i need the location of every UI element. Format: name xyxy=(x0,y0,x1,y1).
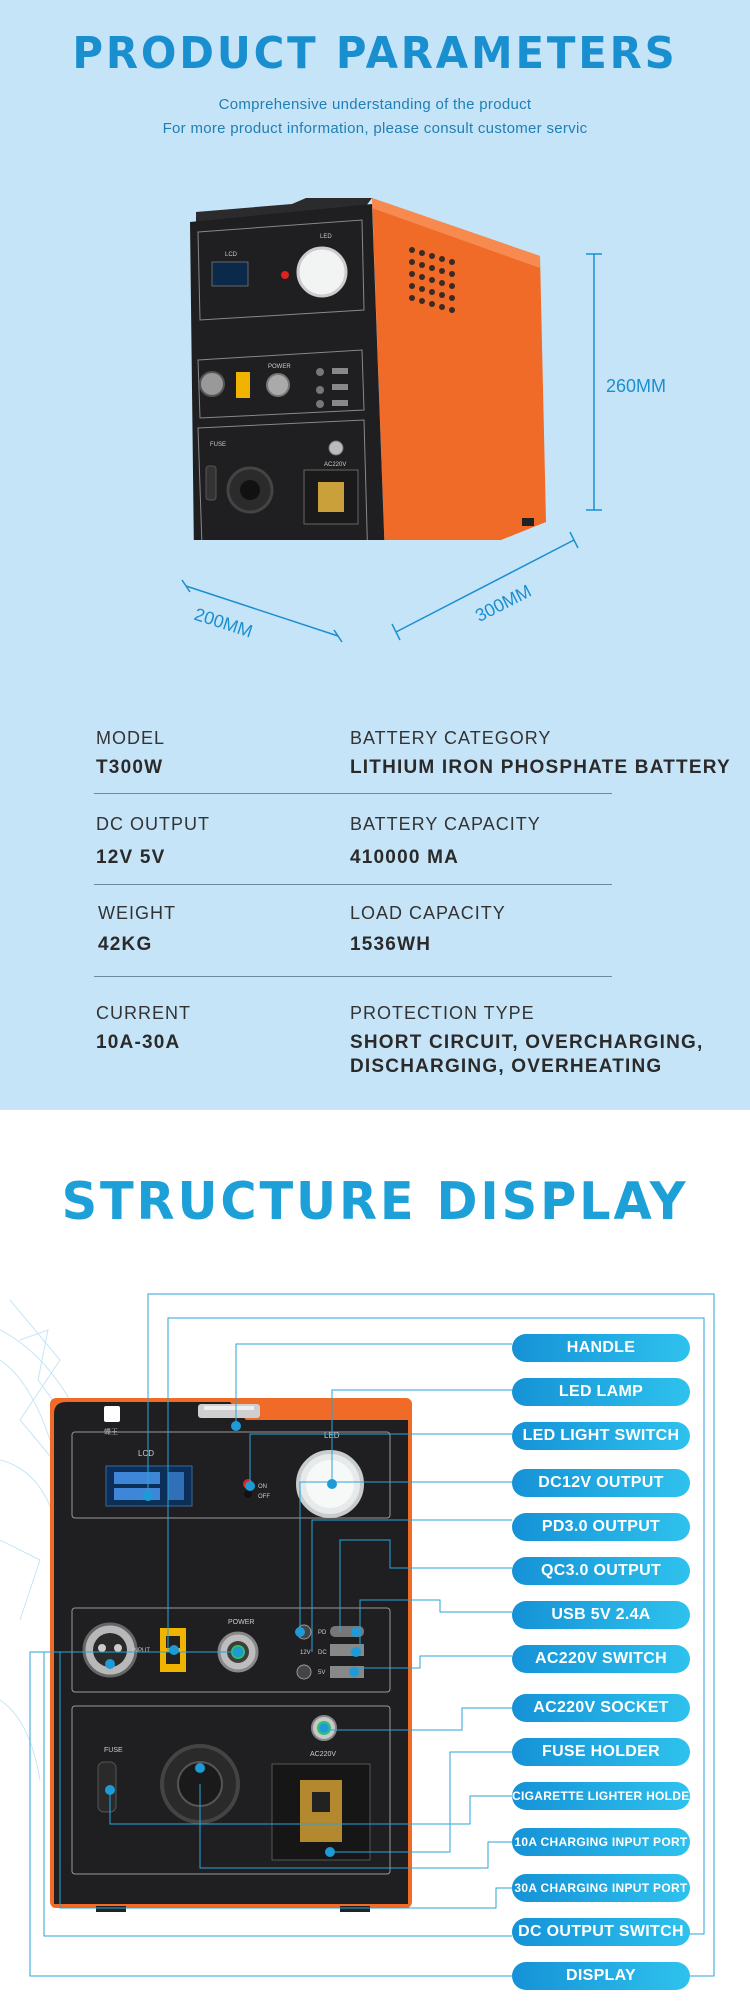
part-dc12v-output: DC12V OUTPUT xyxy=(512,1469,690,1497)
svg-text:蝶王: 蝶王 xyxy=(104,1429,118,1436)
part-display: DISPLAY xyxy=(512,1962,690,1990)
spec-label: CURRENT xyxy=(96,1003,191,1023)
spec-protection-type xyxy=(350,1003,703,1078)
depth-dimension: 300MM xyxy=(472,580,535,626)
parameters-subtitle-1: Comprehensive understanding of the product xyxy=(218,96,532,113)
on-text: ON xyxy=(258,1484,267,1490)
spec-value: 42KG xyxy=(98,934,153,955)
spec-value: 10A-30A xyxy=(96,1032,181,1053)
part-qc30-output: QC3.0 OUTPUT xyxy=(512,1557,690,1585)
spec-label: BATTERY CATEGORY xyxy=(350,728,552,748)
power-text: POWER xyxy=(228,1619,255,1626)
lcd-label: LCD xyxy=(225,252,238,258)
part-10a-input-port: 10A CHARGING INPUT PORT xyxy=(512,1828,690,1856)
ac-text: AC220V xyxy=(310,1751,337,1758)
spec-label: MODEL xyxy=(96,728,166,748)
spec-label: PROTECTION TYPE xyxy=(350,1003,535,1023)
pd-text: PD xyxy=(318,1630,327,1636)
fuse-text: FUSE xyxy=(104,1747,123,1754)
led-text: LED xyxy=(324,1431,340,1440)
spec-current xyxy=(96,1003,191,1054)
input-text: INPUT xyxy=(132,1648,150,1654)
spec-label: BATTERY CAPACITY xyxy=(350,814,541,834)
spec-value: T300W xyxy=(96,757,164,778)
spec-load-capacity xyxy=(350,903,506,956)
led-label: LED xyxy=(320,234,332,240)
part-cigarette-lighter-holder: CIGARETTE LIGHTER HOLDER xyxy=(512,1782,690,1810)
spec-value: 410000 MA xyxy=(350,847,460,868)
spec-label: WEIGHT xyxy=(98,903,176,923)
part-handle: HANDLE xyxy=(512,1334,690,1362)
part-ac220v-switch: AC220V SWITCH xyxy=(512,1645,690,1673)
dc-text: DC xyxy=(318,1650,327,1656)
spec-value-line-1: SHORT CIRCUIT, OVERCHARGING, xyxy=(350,1032,704,1053)
power-label: POWER xyxy=(268,364,291,370)
part-led-light-switch: LED LIGHT SWITCH xyxy=(512,1422,690,1450)
part-ac220v-socket: AC220V SOCKET xyxy=(512,1694,690,1722)
ac-label: AC220V xyxy=(324,462,347,468)
part-30a-input-port: 30A CHARGING INPUT PORT xyxy=(512,1874,690,1902)
structure-title: STRUCTURE DISPLAY xyxy=(61,1172,689,1232)
off-text: OFF xyxy=(258,1494,270,1500)
divider xyxy=(94,884,612,885)
height-dimension: 260MM xyxy=(606,376,667,396)
spec-weight xyxy=(98,903,176,956)
spec-value: LITHIUM IRON PHOSPHATE BATTERY xyxy=(350,757,731,778)
v5-text: 5V xyxy=(318,1670,326,1676)
part-usb-output: USB 5V 2.4A xyxy=(512,1601,690,1629)
spec-label: DC OUTPUT xyxy=(96,814,210,834)
divider xyxy=(94,976,612,977)
part-dc-output-switch: DC OUTPUT SWITCH xyxy=(512,1918,690,1946)
spec-label: LOAD CAPACITY xyxy=(350,903,506,923)
part-fuse-holder: FUSE HOLDER xyxy=(512,1738,690,1766)
spec-model xyxy=(96,728,165,779)
width-dimension: 200MM xyxy=(191,604,256,642)
part-pd30-output: PD3.0 OUTPUT xyxy=(512,1513,690,1541)
spec-battery-capacity xyxy=(350,814,541,869)
part-led-lamp: LED LAMP xyxy=(512,1378,690,1406)
dimension-lines xyxy=(0,0,750,700)
v12-text: 12V xyxy=(300,1650,311,1656)
spec-value: 1536WH xyxy=(350,934,432,955)
parameters-title: PRODUCT PARAMETERS xyxy=(72,28,678,79)
divider xyxy=(94,793,612,794)
fuse-label: FUSE xyxy=(210,442,227,448)
spec-value-line-2: DISCHARGING, OVERHEATING xyxy=(350,1056,663,1077)
spec-value: 12V 5V xyxy=(96,847,166,868)
spec-battery-category xyxy=(350,728,731,779)
parameters-subtitle-2: For more product information, please consult customer servic xyxy=(162,120,588,137)
lcd-text: LCD xyxy=(138,1449,155,1458)
spec-dc-output xyxy=(96,814,210,869)
